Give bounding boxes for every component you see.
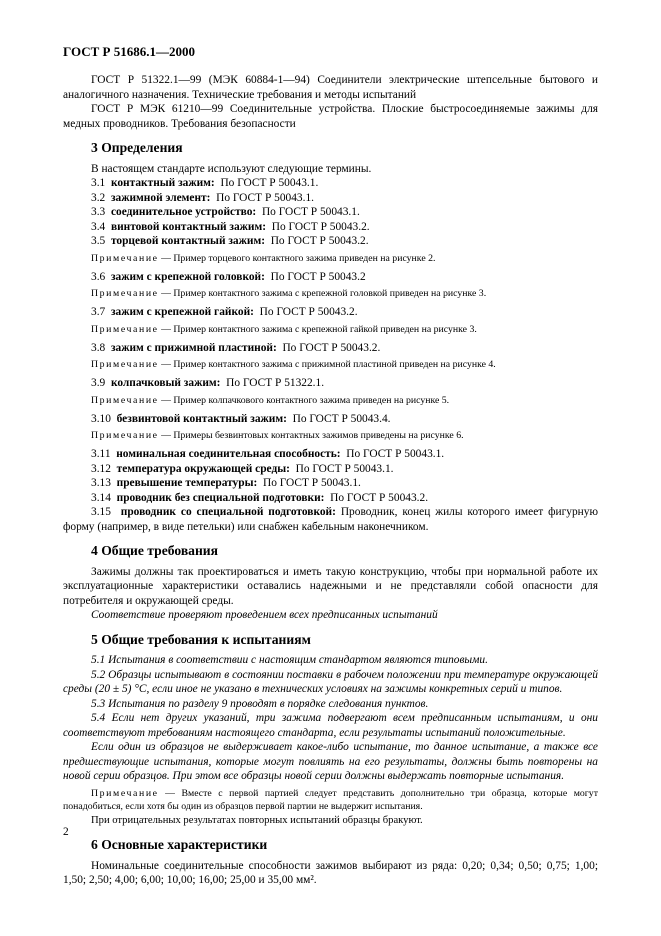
clause-5-4: 5.4 Если нет других указаний, три зажима подвергают всем предписанным испытаниям, и они соответствуют требованиям настоящего стандарта, если результаты испытаний положительные. <box>63 712 598 739</box>
clause-5-2: 5.2 Образцы испытывают в состоянии поставки в рабочем положении при температуре окружающей среды (20 ± 5) °C, если иное не указано в технических условиях на зажимы конкретных серий и типов. <box>63 668 598 695</box>
term-3-6: 3.6 зажим с крепежной головкой: По ГОСТ Р 50043.2 <box>91 270 366 283</box>
clause-5-1: 5.1 Испытания в соответствии с настоящим стандартом являются типовыми. <box>91 654 488 666</box>
term-3-10: 3.10 безвинтовой контактный зажим: По ГОСТ Р 50043.4. <box>91 412 391 425</box>
note-3-5: Примечание — Пример торцевого контактного зажима приведен на рисунке 2. <box>91 252 436 264</box>
term-3-11: 3.11 номинальная соединительная способность: По ГОСТ Р 50043.1. <box>91 448 445 460</box>
section-4-heading: 4 Общие требования <box>91 543 218 558</box>
term-3-14: 3.14 проводник без специальной подготовки: По ГОСТ Р 50043.2. <box>91 491 429 504</box>
note-3-7: Примечание — Пример контактного зажима с крепежной гайкой приведен на рисунке 3. <box>91 323 477 335</box>
document-header: ГОСТ Р 51686.1—2000 <box>63 44 195 59</box>
term-3-9: 3.9 колпачковый зажим: По ГОСТ Р 51322.1. <box>91 377 325 389</box>
term-3-15: 3.15 проводник со специальной подготовкой: Проводник, конец жилы которого имеет фигурную форму (например, в виде петельки) или снабжен кабельным наконечником. <box>63 506 598 533</box>
document-body <box>63 73 598 888</box>
term-3-12: 3.12 температура окружающей среды: По ГОСТ Р 50043.1. <box>91 462 394 475</box>
note-3-8: Примечание — Пример контактного зажима с прижимной пластиной приведен на рисунке 4. <box>91 359 496 370</box>
note-3-9: Примечание — Пример колпачкового контактного зажима приведен на рисунке 5. <box>91 394 450 406</box>
reference-1: ГОСТ Р 51322.1—99 (МЭК 60884-1—94) Соединители электрические штепсельные бытового и аналогичного назначения. Технические требования и методы испытаний <box>63 74 598 101</box>
term-3-8: 3.8 зажим с прижимной пластиной: По ГОСТ Р 50043.2. <box>91 341 381 354</box>
section-3-heading: 3 Определения <box>91 140 183 155</box>
reference-2: ГОСТ Р МЭК 61210—99 Соединительные устройства. Плоские быстросоединяемые зажимы для медных проводников. Требования безопасности <box>63 103 598 130</box>
page-number: 2 <box>63 826 69 838</box>
clause-5-4-rejection: При отрицательных результатах повторных испытаний образцы бракуют. <box>91 814 423 826</box>
term-3-1: 3.1 контактный зажим: По ГОСТ Р 50043.1. <box>91 177 319 189</box>
section-4-compliance: Соответствие проверяют проведением всех предписанных испытаний <box>91 609 438 621</box>
section-6-heading: 6 Основные характеристики <box>91 837 268 852</box>
section-5-heading: 5 Общие требования к испытаниям <box>91 631 311 647</box>
term-3-13: 3.13 превышение температуры: По ГОСТ Р 50043.1. <box>91 477 361 489</box>
term-3-7: 3.7 зажим с крепежной гайкой: По ГОСТ Р 50043.2. <box>91 306 358 318</box>
note-3-10: Примечание — Примеры безвинтовых контактных зажимов приведены на рисунке 6. <box>91 430 464 441</box>
term-3-2: 3.2 зажимной элемент: По ГОСТ Р 50043.1. <box>91 191 314 204</box>
term-3-5: 3.5 торцевой контактный зажим: По ГОСТ Р 50043.2. <box>91 235 369 247</box>
note-5-4: Примечание — Вместе с первой партией следует представить дополнительно три образца, которые могут понадобиться, если хотя бы один из образцов первой партии не выдержит испытания. <box>63 787 598 812</box>
section-6-text: Номинальные соединительные способности зажимов выбирают из ряда: 0,20; 0,34; 0,50; 0,75; 1,00; 1,50; 2,50; 4,00; 6,00; 10,00; 16,00; 25,00 и 35,00 мм². <box>63 859 598 886</box>
clause-5-4-continued: Если один из образцов не выдерживает какое-либо испытание, то данное испытание, а также все предшествующие испытания, которые могут повлиять на его результаты, должны быть повторены на новой серии образцов. При этом все образцы новой серии должны выдержать повторные испытания. <box>63 741 598 782</box>
note-3-6: Примечание — Пример контактного зажима с крепежной головкой приведен на рисунке 3. <box>91 288 487 299</box>
term-3-3: 3.3 соединительное устройство: По ГОСТ Р 50043.1. <box>91 206 360 218</box>
section-4-text: Зажимы должны так проектироваться и иметь такую конструкцию, чтобы при нормальной работе их эксплуатационные характеристики оставались надежными и не представляли собой опасности для потребителя и окружающей среды. <box>63 565 598 607</box>
clause-5-3: 5.3 Испытания по разделу 9 проводят в порядке следования пунктов. <box>91 697 429 710</box>
term-3-4: 3.4 винтовой контактный зажим: По ГОСТ Р 50043.2. <box>91 220 370 233</box>
section-3-intro: В настоящем стандарте используют следующие термины. <box>91 162 372 175</box>
